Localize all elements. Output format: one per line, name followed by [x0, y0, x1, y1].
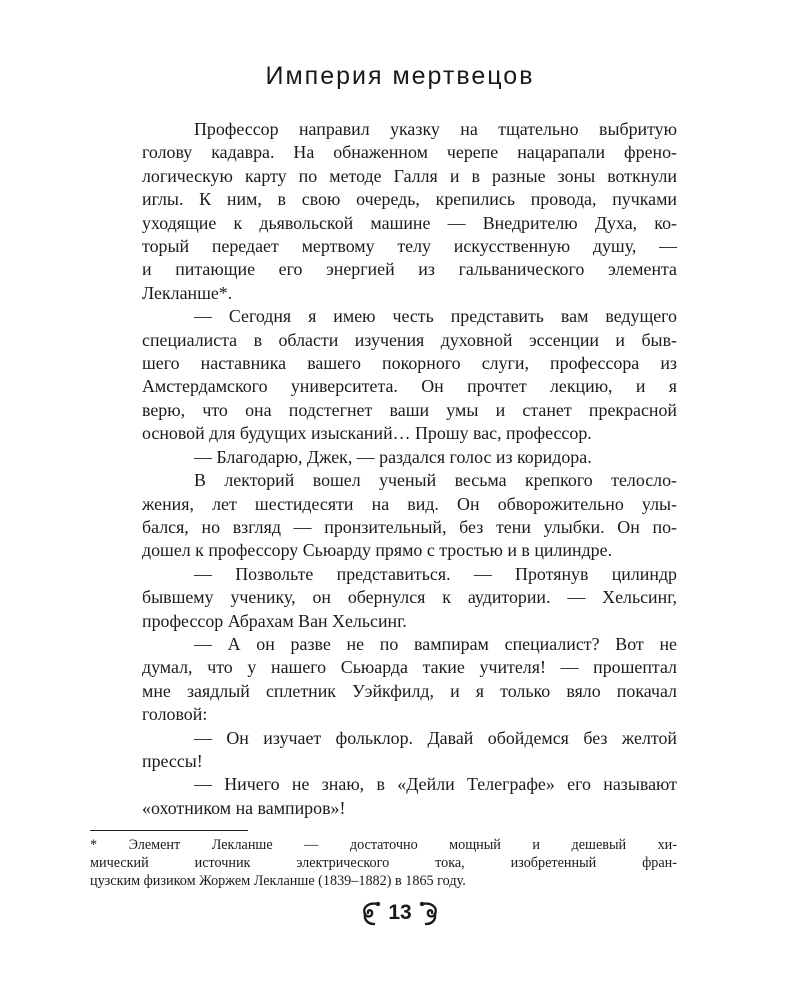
footnote-line: мический источник электрического тока, изобретенный фран- [90, 855, 677, 872]
text-line: уходящие к дьявольской машине — Внедрителю Духа, ко- [142, 212, 677, 233]
paragraph [90, 773, 677, 820]
ornament-left-icon [356, 898, 384, 928]
text-line: жения, лет шестидесяти на вид. Он обворожительно улы- [142, 493, 677, 514]
text-line: торый передает мертвому телу искусственную душу, — [142, 236, 677, 257]
paragraph [90, 469, 677, 563]
ornament-right-icon [416, 898, 444, 928]
text-line: основой для будущих изысканий… Прошу вас, профессор. [142, 423, 592, 444]
text-line: — Ничего не знаю, в «Дейли Телеграфе» его называют [194, 774, 677, 795]
paragraph [90, 727, 677, 774]
text-line: логическую карту по методе Галля и в разные зоны воткнули [142, 165, 677, 186]
text-line: голову кадавра. На обнаженном черепе нацарапали френо- [142, 142, 677, 163]
text-line: верю, что она подстегнет ваши умы и станет прекрасной [142, 399, 677, 420]
running-head: Империя мертвецов [265, 62, 535, 90]
text-line: иглы. К ним, в свою очередь, крепились провода, пучками [142, 189, 677, 210]
footnote-line: цузским физиком Жоржем Лекланше (1839–1882) в 1865 году. [90, 873, 466, 890]
text-line: «охотником на вампиров»! [142, 797, 346, 818]
page-folio [0, 896, 800, 930]
text-line: головой: [142, 704, 208, 725]
body-text [90, 118, 677, 820]
text-line: — Сегодня я имею честь представить вам ведущего [194, 306, 677, 327]
paragraph [90, 305, 677, 445]
paragraph [90, 563, 677, 633]
text-line: Профессор направил указку на тщательно выбритую [194, 119, 677, 139]
footnote-line: * Элемент Лекланше — достаточно мощный и дешевый хи- [90, 837, 677, 853]
footnote [90, 836, 677, 891]
text-line: бывшему ученику, он обернулся к аудитории. — Хельсинг, [142, 587, 677, 608]
text-line: — Он изучает фольклор. Давай обойдемся без желтой [194, 727, 677, 748]
text-line: В лекторий вошел ученый весьма крепкого телосло- [194, 470, 677, 491]
text-line: Лекланше*. [142, 282, 233, 303]
text-line: и питающие его энергией из гальванического элемента [142, 259, 677, 280]
text-line: — Позвольте представиться. — Протянув цилиндр [194, 563, 677, 584]
page-number: 13 [388, 901, 412, 924]
text-line: дошел к профессору Сьюарду прямо с тростью и в цилиндре. [142, 540, 613, 561]
text-line: бался, но взгляд — пронзительный, без тени улыбки. Он по- [142, 516, 677, 537]
paragraph [90, 633, 677, 727]
text-line: думал, что у нашего Сьюарда такие учителя! — прошептал [142, 657, 677, 678]
text-line: Амстердамского университета. Он прочтет лекцию, и я [142, 376, 677, 397]
text-line: мне заядлый сплетник Уэйкфилд, и я только вяло покачал [142, 680, 677, 701]
paragraph [90, 446, 677, 469]
text-line: прессы! [142, 750, 203, 771]
footnote-divider [90, 830, 248, 831]
text-line: — Благодарю, Джек, — раздался голос из коридора. [194, 446, 592, 467]
text-line: профессор Абрахам Ван Хельсинг. [142, 610, 407, 631]
text-line: специалиста в области изучения духовной эссенции и быв- [142, 329, 677, 350]
paragraph [90, 118, 677, 305]
text-line: шего наставника вашего покорного слуги, профессора из [142, 353, 677, 374]
text-line: — А он разве не по вампирам специалист? Вот не [194, 633, 677, 654]
